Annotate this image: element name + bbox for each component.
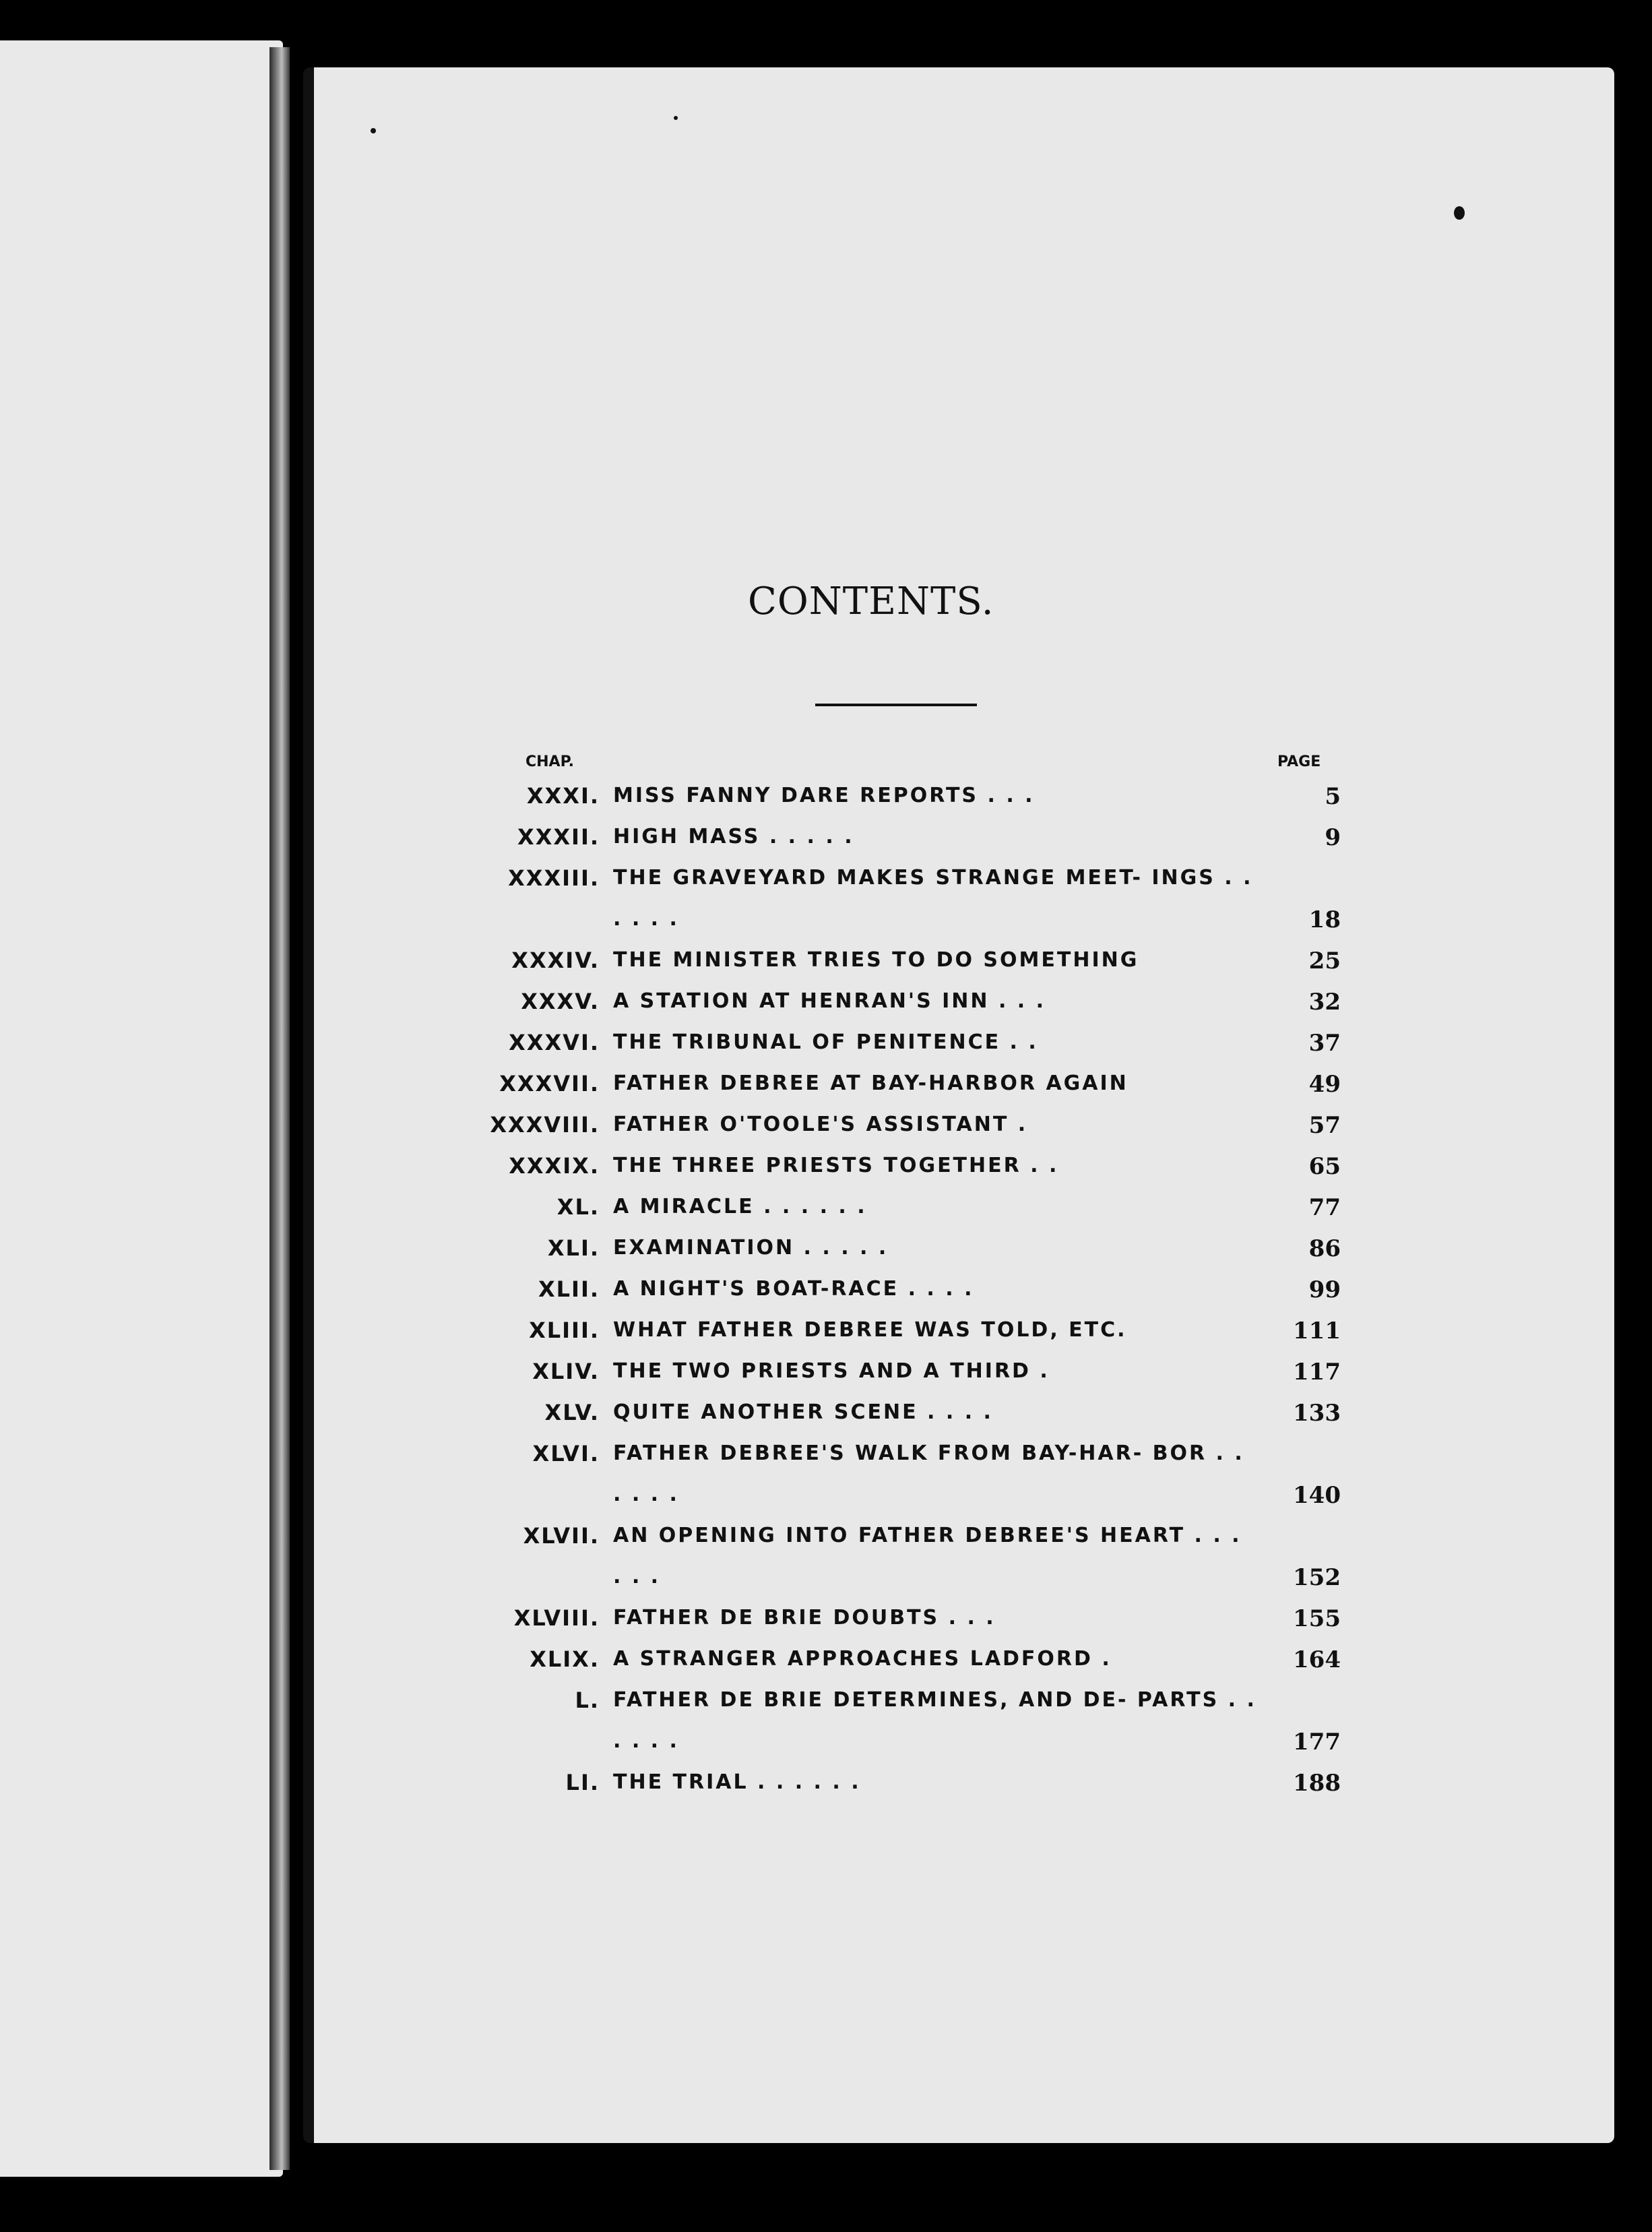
chapter-number: XLV. <box>544 1400 600 1425</box>
chapter-number: XLIV. <box>532 1359 600 1384</box>
chapter-number: XXXII. <box>517 824 600 850</box>
chapter-number: XLIX. <box>530 1646 600 1672</box>
page-number: 5 <box>1325 783 1341 810</box>
chapter-number: XXXIII. <box>508 865 600 891</box>
page-number: 177 <box>1293 1729 1341 1756</box>
page-number: 77 <box>1308 1194 1341 1221</box>
page-number: 155 <box>1293 1605 1341 1632</box>
chapter-number: XLI. <box>547 1235 600 1261</box>
toc-row <box>458 775 1341 816</box>
page-number: 188 <box>1293 1770 1341 1797</box>
chapter-number: XLVIII. <box>513 1605 600 1631</box>
toc-row <box>458 1597 1341 1638</box>
toc-row <box>458 981 1341 1022</box>
page-number: 57 <box>1308 1112 1341 1139</box>
toc-row <box>458 1022 1341 1063</box>
chapter-title: MISS FANNY DARE REPORTS . . . <box>613 784 1035 807</box>
page-title: CONTENTS. <box>748 580 994 623</box>
page-number: 18 <box>1308 906 1341 933</box>
chapter-number: XXXVI. <box>509 1030 600 1055</box>
chapter-title: AN OPENING INTO FATHER DEBREE'S HEART . . . . . . <box>613 1524 1242 1588</box>
toc-row <box>458 1762 1341 1803</box>
chapter-title: THE MINISTER TRIES TO DO SOMETHING <box>613 948 1139 972</box>
page-number: 9 <box>1325 824 1341 851</box>
ink-speck <box>1454 206 1465 220</box>
toc-row <box>458 939 1341 981</box>
chapter-number: XXXI. <box>526 783 600 809</box>
chapter-title: FATHER DEBREE AT BAY-HARBOR AGAIN <box>613 1072 1129 1095</box>
chapter-title: THE TRIBUNAL OF PENITENCE . . <box>613 1030 1038 1054</box>
chapter-number: L. <box>575 1687 600 1713</box>
ink-speck <box>674 116 678 120</box>
chapter-title: A MIRACLE . . . . . . <box>613 1195 867 1218</box>
chapter-number: XLVII. <box>523 1523 600 1549</box>
toc-row <box>458 1515 1341 1597</box>
chapter-number: XL. <box>557 1194 600 1220</box>
chapter-title: FATHER DE BRIE DOUBTS . . . <box>613 1606 996 1630</box>
chapter-number: XXXIV. <box>511 948 600 973</box>
toc-row <box>458 1104 1341 1145</box>
toc-row <box>458 1227 1341 1268</box>
toc-row <box>458 1351 1341 1392</box>
toc-row <box>458 1638 1341 1679</box>
chapter-number: XLIII. <box>529 1318 600 1343</box>
toc-row <box>458 857 1341 939</box>
toc-row <box>458 1433 1341 1515</box>
title-rule <box>815 704 977 706</box>
page-number: 37 <box>1308 1030 1341 1057</box>
page-number: 86 <box>1308 1235 1341 1262</box>
chapter-title: FATHER DEBREE'S WALK FROM BAY-HAR- BOR . . . . . . <box>613 1442 1244 1506</box>
chapter-number: XXXVIII. <box>490 1112 600 1138</box>
page-number: 117 <box>1293 1359 1341 1386</box>
chapter-title: A NIGHT'S BOAT-RACE . . . . <box>613 1277 974 1301</box>
chapter-number: XLII. <box>538 1276 600 1302</box>
chapter-title: WHAT FATHER DEBREE WAS TOLD, ETC. <box>613 1318 1127 1342</box>
toc-row <box>458 1063 1341 1104</box>
chapter-title: FATHER DE BRIE DETERMINES, AND DE- PARTS . . . . . . <box>613 1688 1257 1753</box>
page-number: 140 <box>1293 1482 1341 1509</box>
toc-row <box>458 1309 1341 1351</box>
toc-row <box>458 1392 1341 1433</box>
page-number: 49 <box>1308 1071 1341 1098</box>
chapter-title: A STATION AT HENRAN'S INN . . . <box>613 989 1046 1013</box>
toc-row <box>458 1679 1341 1762</box>
chapter-number: XLVI. <box>532 1441 600 1466</box>
table-of-contents <box>458 775 1341 1803</box>
book-spine <box>269 47 290 2170</box>
toc-row <box>458 1186 1341 1227</box>
chapter-title: THE TWO PRIESTS AND A THIRD . <box>613 1359 1050 1383</box>
page-number: 99 <box>1308 1276 1341 1303</box>
left-page <box>0 40 283 2177</box>
page-number: 65 <box>1308 1153 1341 1180</box>
page-column-header: PAGE <box>1277 753 1321 770</box>
chapter-title: THE THREE PRIESTS TOGETHER . . <box>613 1154 1059 1177</box>
page-number: 111 <box>1293 1318 1341 1344</box>
chapter-number: LI. <box>565 1770 600 1795</box>
chapter-title: EXAMINATION . . . . . <box>613 1236 889 1260</box>
page-number: 32 <box>1308 989 1341 1016</box>
page-number: 164 <box>1293 1646 1341 1673</box>
page-number: 25 <box>1308 948 1341 974</box>
chapter-number: XXXV. <box>521 989 600 1014</box>
ink-speck <box>371 128 376 133</box>
toc-row <box>458 1145 1341 1186</box>
chapter-title: QUITE ANOTHER SCENE . . . . <box>613 1400 993 1424</box>
page-number: 133 <box>1293 1400 1341 1427</box>
chapter-title: THE GRAVEYARD MAKES STRANGE MEET- INGS . . . . . . <box>613 866 1253 931</box>
chapter-title: A STRANGER APPROACHES LADFORD . <box>613 1647 1112 1671</box>
chapter-number: XXXIX. <box>509 1153 600 1179</box>
chap-column-header: CHAP. <box>526 753 575 770</box>
page-number: 152 <box>1293 1564 1341 1591</box>
chapter-number: XXXVII. <box>499 1071 600 1096</box>
chapter-title: FATHER O'TOOLE'S ASSISTANT . <box>613 1113 1028 1136</box>
toc-row <box>458 816 1341 857</box>
chapter-title: THE TRIAL . . . . . . <box>613 1770 861 1794</box>
toc-row <box>458 1268 1341 1309</box>
chapter-title: HIGH MASS . . . . . <box>613 825 854 848</box>
